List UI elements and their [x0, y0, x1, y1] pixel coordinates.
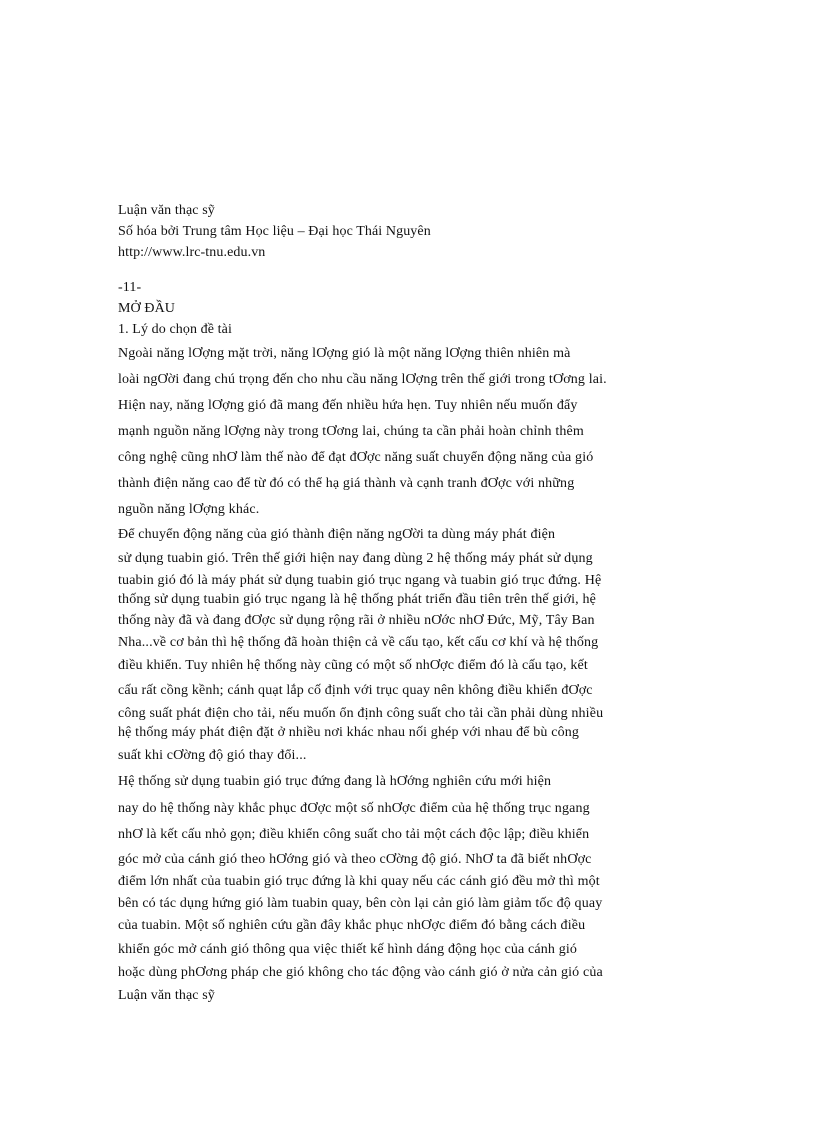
paragraph-line: điều khiển. Tuy nhiên hệ thống này cũng có một số nhƠợc điểm đó là cấu tạo, kết	[118, 658, 588, 673]
paragraph-line: loài ngƠời đang chú trọng đến cho nhu cầu năng lƠợng trên thế giới trong tƠơng lai.	[118, 372, 607, 387]
paragraph-line: thống sử dụng tuabin gió trục ngang là hệ thống phát triển đầu tiên trên thế giới, hệ	[118, 592, 596, 607]
section-title: MỞ ĐẦU	[118, 301, 175, 316]
paragraph-line: hoặc dùng phƠơng pháp che gió không cho tác động vào cánh gió ở nửa cản gió của	[118, 965, 603, 980]
footer-title: Luận văn thạc sỹ	[118, 988, 215, 1003]
paragraph-line: sử dụng tuabin gió. Trên thế giới hiện nay đang dùng 2 hệ thống máy phát sử dụng	[118, 551, 593, 566]
paragraph-line: khiển góc mở cánh gió thông qua việc thiết kế hình dáng động học của cánh gió	[118, 942, 578, 957]
paragraph-line: công suất phát điện cho tải, nếu muốn ổn định công suất cho tải cần phải dùng nhiều	[118, 706, 604, 721]
paragraph-line: nguồn năng lƠợng khác.	[118, 502, 260, 517]
paragraph-line: điểm lớn nhất của tuabin gió trục đứng là khi quay nếu các cánh gió đều mở thì một	[118, 874, 600, 889]
paragraph-line: thành điện năng cao để từ đó có thể hạ giá thành và cạnh tranh đƠợc với những	[118, 476, 575, 491]
paragraph-line: nay do hệ thống này khắc phục đƠợc một số nhƠợc điểm của hệ thống trục ngang	[118, 801, 590, 816]
header-source: Số hóa bởi Trung tâm Học liệu – Đại học Thái Nguyên	[118, 224, 431, 239]
paragraph-line: tuabin gió đó là máy phát sử dụng tuabin gió trục ngang và tuabin gió trục đứng. Hệ	[118, 573, 602, 588]
header-title: Luận văn thạc sỹ	[118, 203, 215, 218]
header-url: http://www.lrc-tnu.edu.vn	[118, 245, 266, 260]
paragraph-line: thống này đã và đang đƠợc sử dụng rộng rãi ở nhiều nƠớc nhƠ Đức, Mỹ, Tây Ban	[118, 613, 595, 628]
paragraph-line: Hiện nay, năng lƠợng gió đã mang đến nhiều hứa hẹn. Tuy nhiên nếu muốn đẩy	[118, 398, 578, 413]
paragraph-line: của tuabin. Một số nghiên cứu gần đây khắc phục nhƠợc điểm đó bằng cách điều	[118, 918, 586, 933]
paragraph-line: suất khi cƠờng độ gió thay đổi...	[118, 748, 307, 763]
paragraph-line: Hệ thống sử dụng tuabin gió trục đứng đang là hƠớng nghiên cứu mới hiện	[118, 774, 552, 789]
paragraph-line: Ngoài năng lƠợng mặt trời, năng lƠợng gió là một năng lƠợng thiên nhiên mà	[118, 346, 571, 361]
paragraph-line: góc mở của cánh gió theo hƠớng gió và theo cƠờng độ gió. NhƠ ta đã biết nhƠợc	[118, 852, 592, 867]
paragraph-line: hệ thống máy phát điện đặt ở nhiều nơi khác nhau nối ghép với nhau để bù công	[118, 725, 580, 740]
paragraph-line: cấu rất cồng kềnh; cánh quạt lắp cố định với trục quay nên không điều khiển đƠợc	[118, 683, 593, 698]
paragraph-line: mạnh nguồn năng lƠợng này trong tƠơng lai, chúng ta cần phải hoàn chỉnh thêm	[118, 424, 584, 439]
paragraph-line: nhƠ là kết cấu nhỏ gọn; điều khiển công suất cho tải một cách độc lập; điều khiển	[118, 827, 590, 842]
paragraph-line: Để chuyển động năng của gió thành điện năng ngƠời ta dùng máy phát điện	[118, 527, 556, 542]
paragraph-line: công nghệ cũng nhƠ làm thế nào để đạt đƠợc năng suất chuyển động năng của gió	[118, 450, 594, 465]
paragraph-line: bên có tác dụng hứng gió làm tuabin quay, bên còn lại cản gió làm giảm tốc độ quay	[118, 896, 603, 911]
subsection-title: 1. Lý do chọn đề tài	[118, 322, 232, 337]
page-number: -11-	[118, 280, 142, 295]
paragraph-line: Nha...về cơ bản thì hệ thống đã hoàn thiện cả về cấu tạo, kết cấu cơ khí và hệ thống	[118, 635, 599, 650]
